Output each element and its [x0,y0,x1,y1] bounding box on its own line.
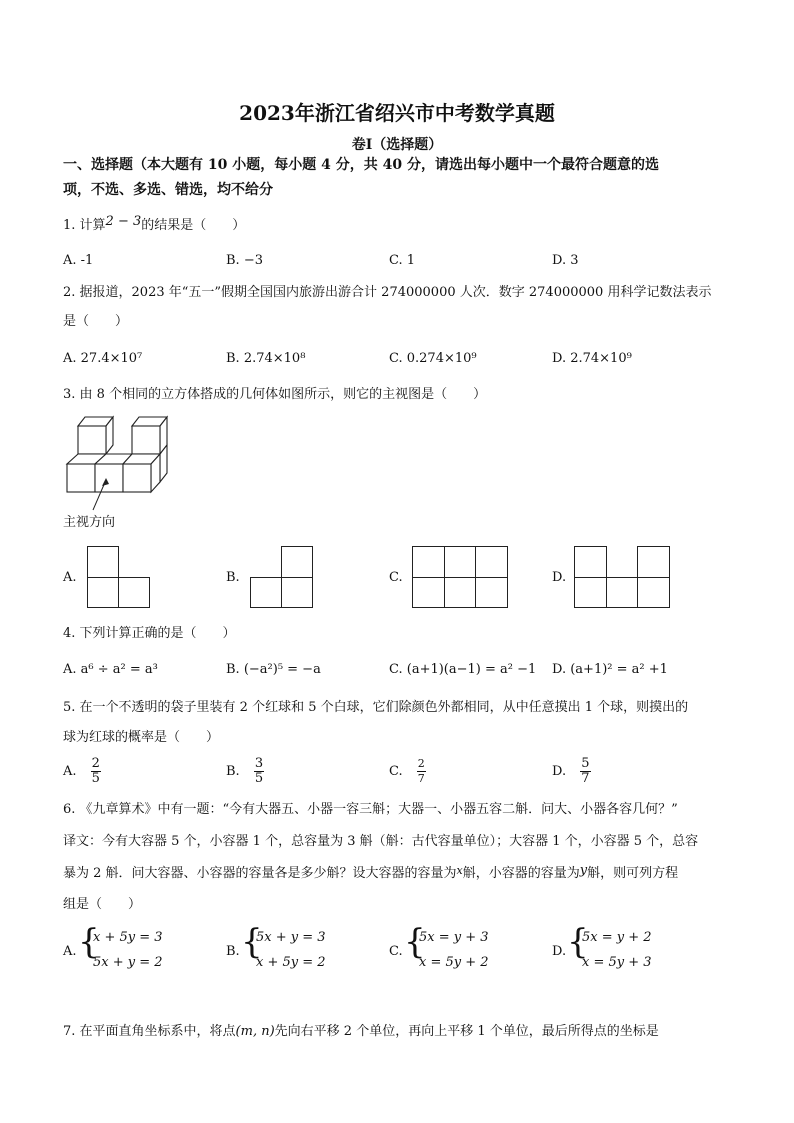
q1-option-b[interactable]: B. −3 [226,253,263,268]
q1-option-a[interactable]: A. -1 [63,253,94,268]
q5-option-d[interactable] [552,757,591,786]
q1-option-c[interactable]: C. 1 [389,253,416,268]
q3-option-b[interactable]: B. [226,570,240,585]
q6-option-c-label[interactable]: C. [389,944,403,959]
q6-line3-part1: 暴为 2 斛．问大容器、小容器的容量各是多少斛？设大容器的容量为 [63,866,457,881]
q6-option-a-eq1: x + 5y = 3 [93,930,163,945]
q5-option-c[interactable] [389,757,426,786]
q1-suffix: 的结果是（ ） [141,218,246,233]
q3-option-a[interactable]: A. [63,570,77,585]
q5-b-denominator: 5 [254,771,264,786]
q6-option-b-eq1: 5x + y = 3 [256,930,326,945]
q7-prefix: 7. 在平面直角坐标系中，将点 [63,1024,236,1039]
page-title: 2023年浙江省绍兴市中考数学真题 [239,101,555,125]
q2-option-c[interactable]: C. 0.274×10⁹ [389,351,477,366]
q6-option-b-brace: { [241,922,263,962]
q1-prefix: 1. 计算 [63,218,106,233]
q5-c-numerator: 2 [417,757,425,770]
view-direction-caption: 主视方向 [63,515,116,530]
question-5-line2: 球为红球的概率是（ ） [63,730,220,745]
q1-expression: 2 − 3 [105,214,142,229]
q4-option-a[interactable]: A. a⁶ ÷ a² = a³ [63,662,158,677]
q6-option-c-eq1: 5x = y + 3 [419,930,489,945]
question-6-line4: 组是（ ） [63,897,142,912]
q6-option-d-eq1: 5x = y + 2 [582,930,652,945]
q5-option-b-label: B. [226,764,240,779]
q2-option-b[interactable]: B. 2.74×10⁸ [226,351,306,366]
q5-option-b[interactable] [226,757,264,786]
question-2-line1: 2. 据报道，2023 年“五一”假期全国国内旅游出游合计 274000000 人次．数字 274000000 用科学记数法表示 [63,285,712,300]
q7-suffix: 先向右平移 2 个单位，再向上平移 1 个单位，最后所得点的坐标是 [274,1024,659,1039]
q2-option-a[interactable]: A. 27.4×10⁷ [63,351,143,366]
q5-b-numerator: 3 [254,756,264,771]
q6-option-d-eq2: x = 5y + 3 [582,955,652,970]
cube-solid-figure [60,412,180,512]
q6-option-c-eq2: x = 5y + 2 [419,955,489,970]
q5-option-c-label: C. [389,764,403,779]
q6-line3-part2: 斛，小容器的容量为 [462,866,580,881]
q6-option-d-brace: { [567,922,589,962]
q1-option-d[interactable]: D. 3 [552,253,579,268]
section-heading-line2: 项，不选、多选、错选，均不给分 [63,182,273,198]
q6-variable-x: x [456,864,463,877]
question-6-line3 [63,863,679,882]
q5-option-a[interactable] [63,757,101,786]
question-2-line2: 是（ ） [63,314,129,329]
question-7 [63,1024,659,1040]
q6-option-a-label[interactable]: A. [63,944,77,959]
q7-point: (m, n) [235,1024,275,1039]
question-6-line2: 译文：今有大容器 5 个，小容器 1 个，总容量为 3 斛（斛：古代容量单位）；大容器 1 个，小容器 5 个，总容 [63,834,699,849]
q3-option-d[interactable]: D. [552,570,567,585]
q6-option-a-brace: { [78,922,100,962]
q5-a-denominator: 5 [91,771,100,786]
q6-option-b-eq2: x + 5y = 2 [256,955,326,970]
q2-option-d[interactable]: D. 2.74×10⁹ [552,351,632,366]
q6-option-c-brace: { [404,922,426,962]
q5-option-d-label: D. [552,764,567,779]
q5-c-denominator: 7 [417,772,425,785]
q3-option-c[interactable]: C. [389,570,403,585]
q4-option-d[interactable]: D. (a+1)² = a² +1 [552,662,668,677]
q5-d-numerator: 5 [581,756,590,771]
q6-line3-part3: 斛，则可列方程 [587,866,679,881]
q4-option-b[interactable]: B. (−a²)⁵ = −a [226,662,321,677]
q5-d-denominator: 7 [581,771,590,786]
q5-a-numerator: 2 [91,756,100,771]
page-subtitle: 卷Ⅰ（选择题） [351,137,443,153]
question-4: 4. 下列计算正确的是（ ） [63,626,236,641]
question-6-line1: 6. 《九章算术》中有一题：“今有大器五、小器一容三斛；大器一、小器五容二斛．问大、小器各容几何？” [63,802,678,817]
q6-option-d-label[interactable]: D. [552,944,567,959]
q5-option-a-label: A. [63,764,77,779]
q6-option-b-label[interactable]: B. [226,944,240,959]
q4-option-c[interactable]: C. (a+1)(a−1) = a² −1 [389,662,537,677]
q6-variable-y: y [579,863,588,878]
q6-option-a-eq2: 5x + y = 2 [93,955,163,970]
question-5-line1: 5. 在一个不透明的袋子里装有 2 个红球和 5 个白球，它们除颜色外都相同，从中任意摸出 1 个球，则摸出的 [63,700,689,715]
question-1 [63,214,246,234]
question-3: 3. 由 8 个相同的立方体搭成的几何体如图所示，则它的主视图是（ ） [63,387,487,402]
section-heading-line1: 一、选择题（本大题有 10 小题，每小题 4 分，共 40 分，请选出每小题中一个最符合题意的选 [63,157,659,173]
